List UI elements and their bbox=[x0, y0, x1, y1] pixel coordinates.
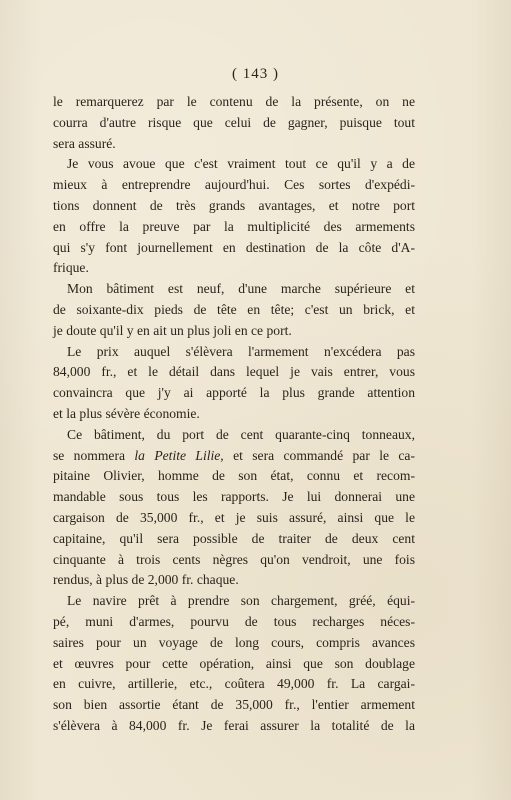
text-line: mieux à entreprendre aujourd'hui. Ces sortes d'expédi- bbox=[53, 177, 415, 193]
text-line: capitaine, qu'il sera possible de traiter de deux cent bbox=[53, 530, 415, 546]
text-line: Le prix auquel s'élèvera l'armement n'excédera pas bbox=[67, 343, 415, 359]
paragraph bbox=[53, 591, 415, 737]
text-line: en cuivre, artillerie, etc., coûtera 49,000 fr. La cargai- bbox=[53, 676, 415, 692]
text-line: de soixante-dix pieds de tête en tête; c'est un brick, et bbox=[53, 301, 415, 317]
text-line: saires pour un voyage de long cours, compris avances bbox=[53, 634, 415, 650]
paragraph bbox=[53, 342, 415, 425]
text-line: son bien assortie étant de 35,000 fr., l'entier armement bbox=[53, 697, 415, 713]
text-line: pé, muni d'armes, pourvu de tous recharges néces- bbox=[53, 613, 415, 629]
text-line: Je vous avoue que c'est vraiment tout ce qu'il y a de bbox=[67, 156, 415, 172]
text-line: et œuvres pour cette opération, ainsi que son doublage bbox=[53, 655, 415, 671]
body-text bbox=[53, 92, 415, 737]
text-line: en offre la preuve par la multiplicité des armements bbox=[53, 218, 415, 234]
text-line: le remarquerez par le contenu de la présente, on ne bbox=[53, 94, 415, 109]
text-line: convaincra que j'y ai apporté la plus grande attention bbox=[53, 385, 415, 401]
text-line: je doute qu'il y en ait un plus joli en ce port. bbox=[53, 322, 292, 338]
text-line: sera assuré. bbox=[53, 135, 116, 151]
text-line: qui s'y font journellement en destination de la côte d'A- bbox=[53, 239, 415, 255]
page-number: ( 143 ) bbox=[232, 66, 279, 82]
text-line: et la plus sévère économie. bbox=[53, 405, 200, 421]
text-line: frique. bbox=[53, 260, 89, 276]
text-line: Mon bâtiment est neuf, d'une marche supérieure et bbox=[67, 281, 415, 297]
text-line: pitaine Olivier, homme de son état, connu et recom- bbox=[53, 468, 415, 484]
text-line: cinquante à trois cents nègres qu'on vendroit, une fois bbox=[53, 551, 415, 567]
ship-name-italic: la Petite Lilie, bbox=[134, 447, 224, 463]
text-line: rendus, à plus de 2,000 fr. chaque. bbox=[53, 572, 239, 588]
text-line: cargaison de 35,000 fr., et je suis assuré, ainsi que le bbox=[53, 509, 415, 525]
paragraph bbox=[53, 425, 415, 591]
text-line: Ce bâtiment, du port de cent quarante-cinq tonneaux, bbox=[67, 426, 415, 442]
text-line: Le navire prêt à prendre son chargement, gréé, équi- bbox=[67, 593, 415, 609]
text-line: courra d'autre risque que celui de gagner, puisque tout bbox=[53, 114, 415, 130]
text-line: se nommera la Petite Lilie, et sera commandé par le ca- bbox=[53, 447, 415, 463]
text-line: s'élèvera à 84,000 fr. Je ferai assurer la totalité de la bbox=[53, 717, 415, 733]
text-line: mandable sous tous les rapports. Je lui donnerai une bbox=[53, 489, 415, 505]
text-line: tions donnent de très grands avantages, et notre port bbox=[53, 197, 415, 213]
paragraph bbox=[53, 279, 415, 341]
text-line: 84,000 fr., et le détail dans lequel je vais entrer, vous bbox=[53, 364, 415, 380]
paragraph bbox=[53, 154, 415, 279]
paragraph bbox=[53, 92, 415, 154]
